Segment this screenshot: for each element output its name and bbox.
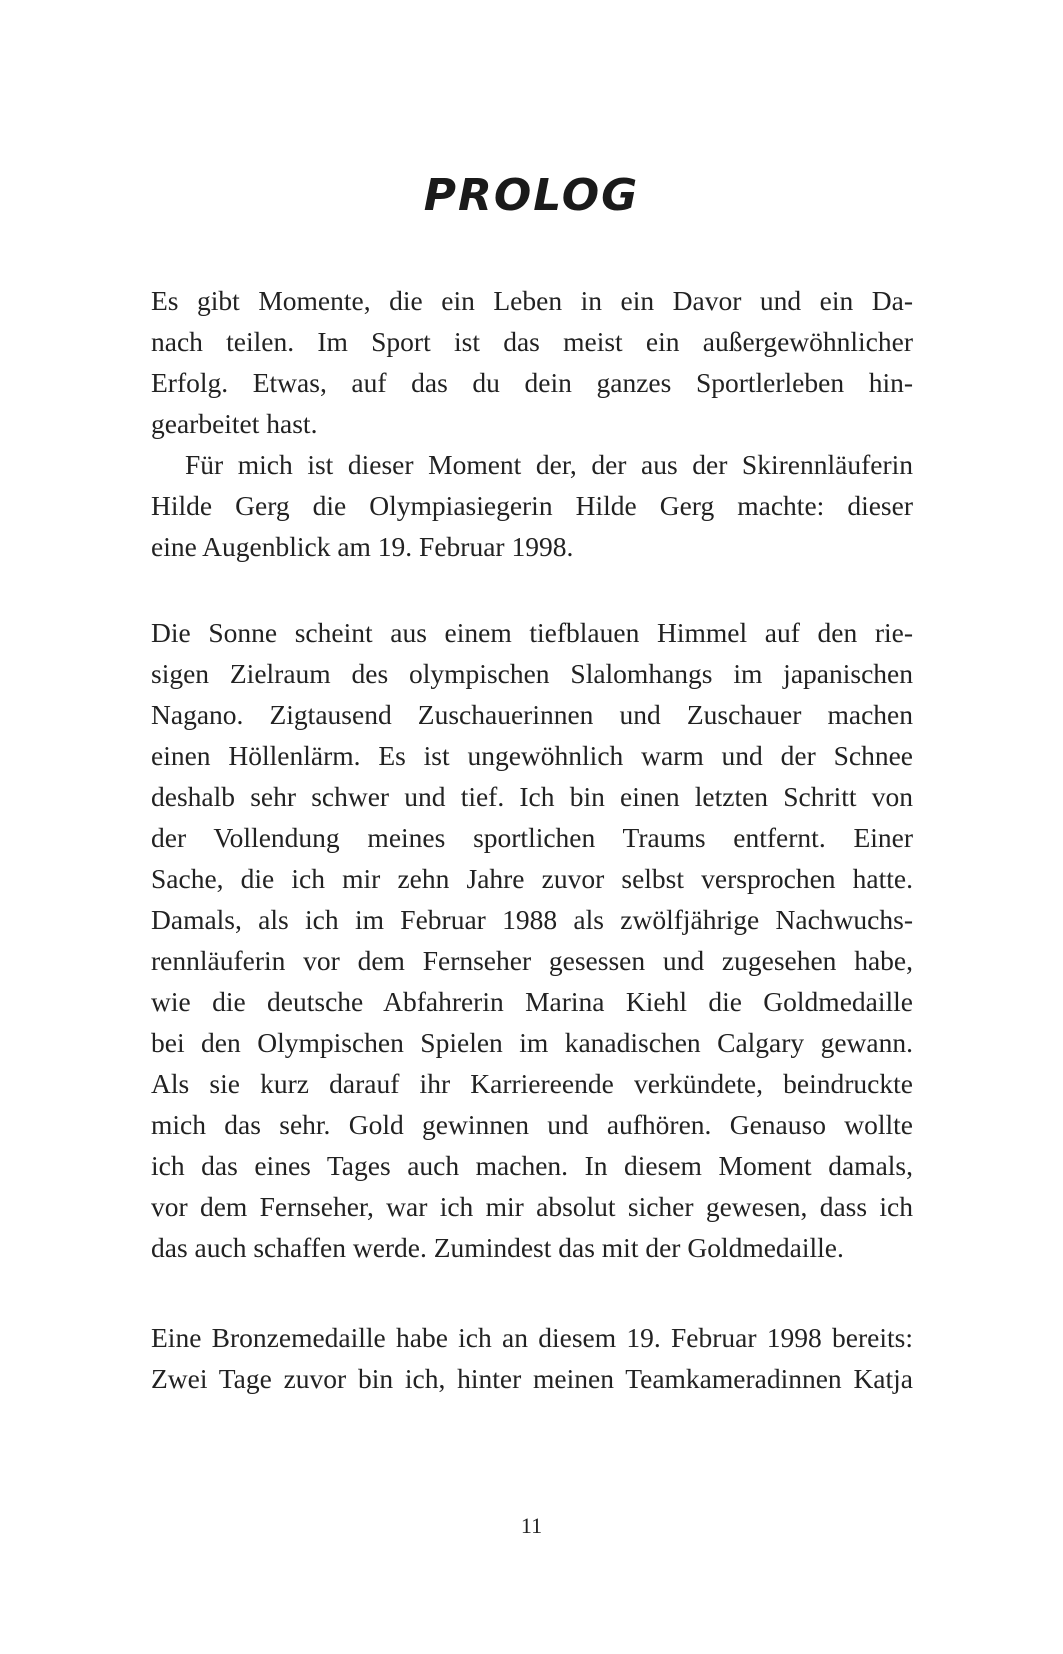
text-line: sigen Zielraum des olympischen Slalomhangs im japanischen [151,658,913,689]
paragraph-3 [151,612,913,1268]
text-line: Erfolg. Etwas, auf das du dein ganzes Sportlerleben hin- [151,367,913,398]
chapter-title: PROLOG [423,170,640,221]
text-line: Hilde Gerg die Olympiasiegerin Hilde Gerg machte: dieser [151,490,913,521]
text-line: Zwei Tage zuvor bin ich, hinter meinen Teamkameradinnen Katja [151,1363,913,1394]
paragraph-1 [151,280,913,444]
text-line: vor dem Fernseher, war ich mir absolut sicher gewesen, dass ich [151,1191,913,1222]
text-line: bei den Olympischen Spielen im kanadischen Calgary gewann. [151,1027,913,1058]
text-line: gearbeitet hast. [151,408,318,439]
paragraph-4 [151,1317,913,1399]
text-line: Es gibt Momente, die ein Leben in ein Davor und ein Da- [151,285,913,316]
page-number: 11 [520,1513,543,1538]
text-line: rennläuferin vor dem Fernseher gesessen und zugesehen habe, [151,945,913,976]
text-line: deshalb sehr schwer und tief. Ich bin einen letzten Schritt von [151,781,913,812]
text-line: Damals, als ich im Februar 1988 als zwölfjährige Nachwuchs- [151,904,913,935]
text-line: Nagano. Zigtausend Zuschauerinnen und Zuschauer machen [151,699,913,730]
text-line: der Vollendung meines sportlichen Traums entfernt. Einer [151,822,913,853]
text-line: Als sie kurz darauf ihr Karriereende verkündete, beindruckte [151,1068,913,1099]
text-line: Die Sonne scheint aus einem tiefblauen Himmel auf den rie- [151,617,913,648]
text-line: Für mich ist dieser Moment der, der aus der Skirennläuferin [185,449,913,480]
text-line: das auch schaffen werde. Zumindest das mit der Goldmedaille. [151,1232,844,1263]
paragraph-2 [151,444,913,567]
text-line: wie die deutsche Abfahrerin Marina Kiehl die Goldmedaille [151,986,913,1017]
text-line: Sache, die ich mir zehn Jahre zuvor selbst versprochen hatte. [151,863,913,894]
text-line: eine Augenblick am 19. Februar 1998. [151,531,574,562]
text-line: mich das sehr. Gold gewinnen und aufhören. Genauso wollte [151,1109,913,1140]
text-line: ich das eines Tages auch machen. In diesem Moment damals, [151,1150,913,1181]
text-line: einen Höllenlärm. Es ist ungewöhnlich warm und der Schnee [151,740,913,771]
text-line: Eine Bronzemedaille habe ich an diesem 19. Februar 1998 bereits: [151,1322,913,1353]
text-line: nach teilen. Im Sport ist das meist ein außergewöhnlicher [151,326,913,357]
